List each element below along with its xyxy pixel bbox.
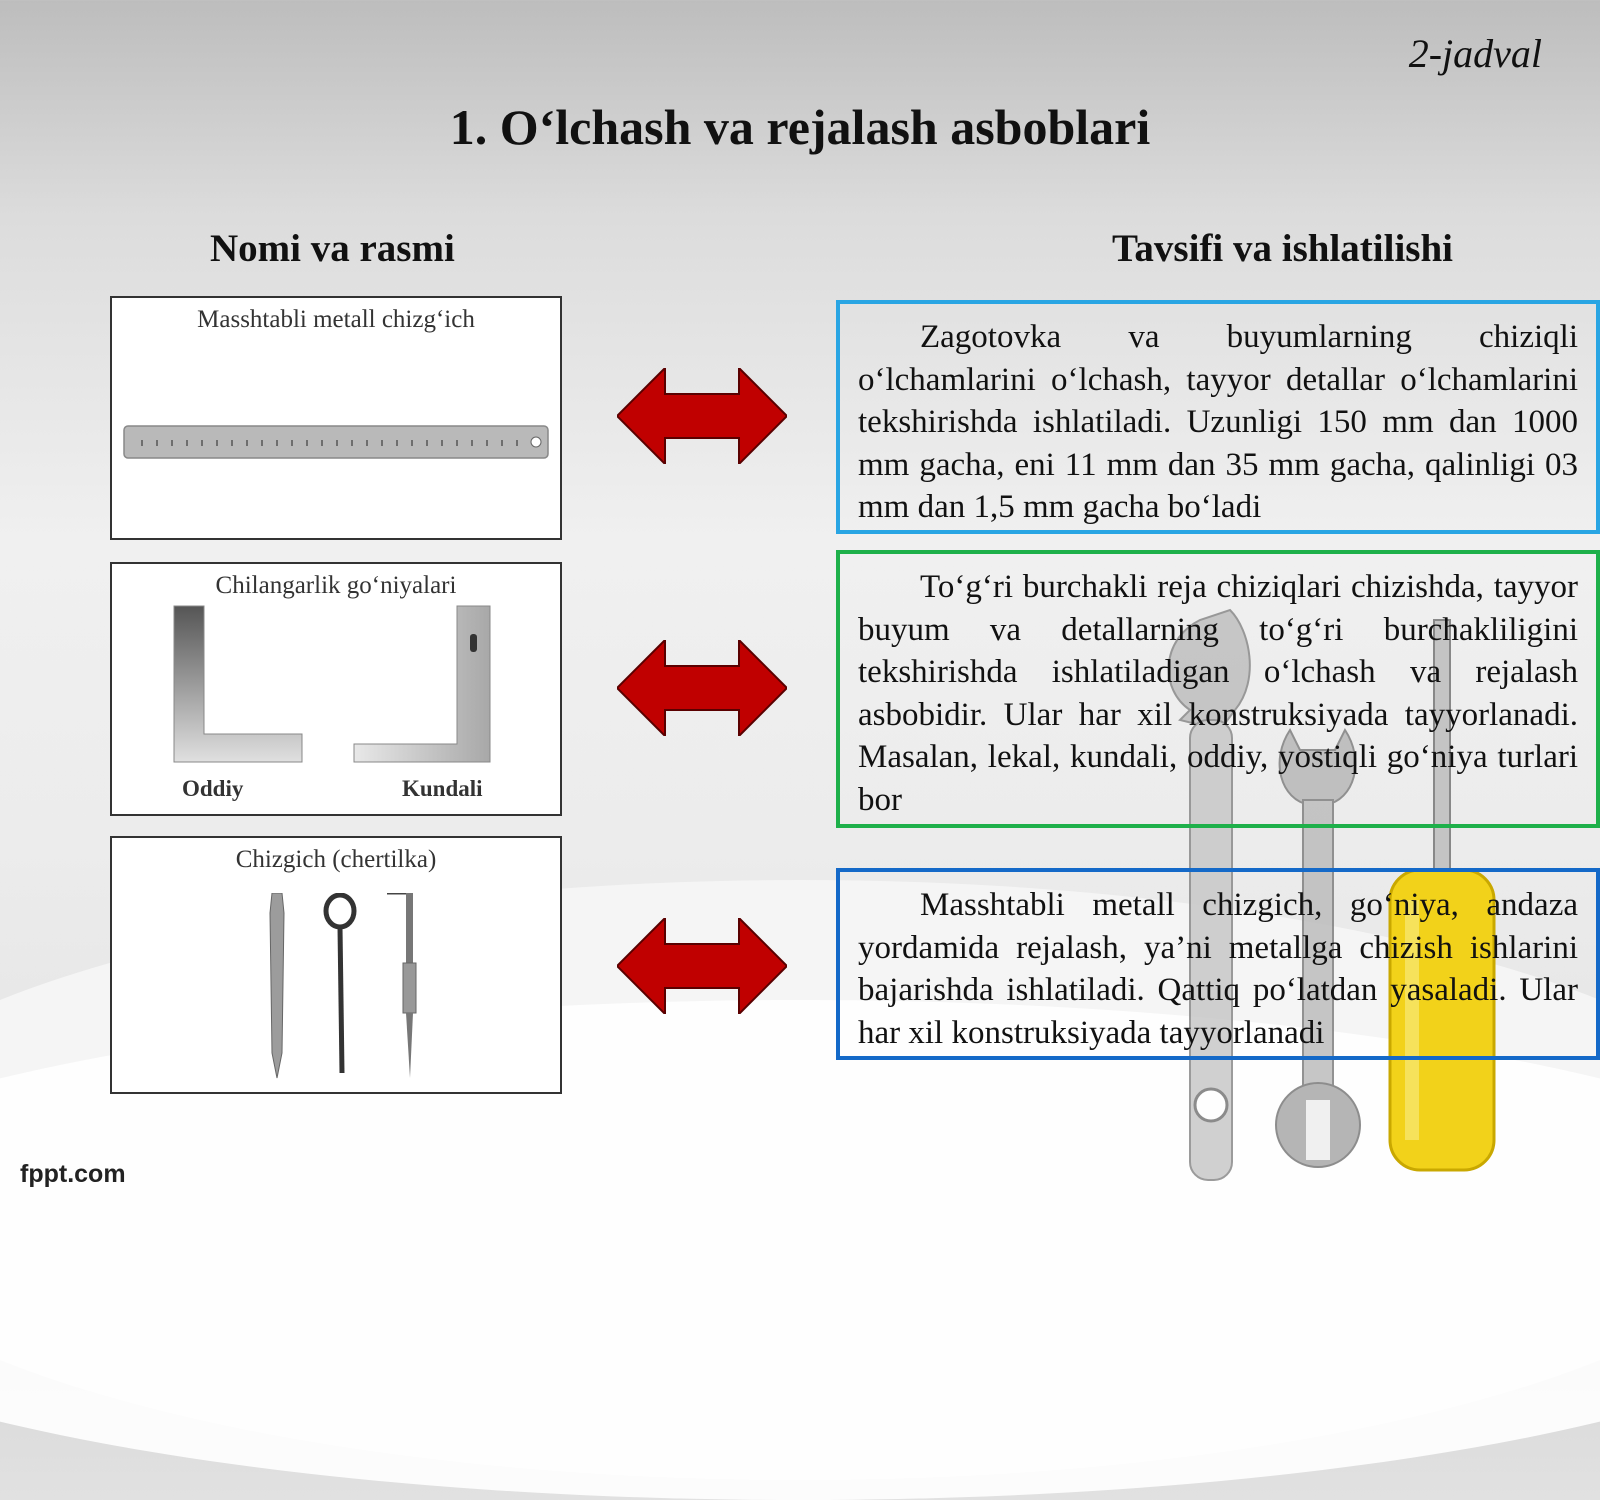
description-box-squares (836, 550, 1600, 828)
description-box-ruler (836, 300, 1600, 534)
footer-logo: fppt.com (20, 1160, 126, 1188)
description-text: To‘g‘ri burchakli reja chiziqlari chizishda, tayyor buyum va detallarning to‘g‘ri burchakliligini tekshirishda ishlatiladigan o‘lchash va rejalash asbobidir. Ular har xil konstruksiyada tayyorlanadi. Masalan, lekal, kundali, oddiy, yostiqli go‘niya turlari bor (858, 569, 1578, 818)
image-caption: Masshtabli metall chizg‘ich (197, 306, 475, 333)
sublabel-oddiy: Oddiy (182, 776, 244, 801)
double-arrow-icon (617, 640, 787, 736)
image-caption: Chizgich (chertilka) (235, 846, 437, 873)
image-box-squares (110, 562, 562, 816)
bevel-square-icon (352, 604, 502, 774)
image-box-scribers (110, 836, 562, 1094)
description-text: Masshtabli metall chizgich, go‘niya, andaza yordamida rejalash, ya’ni metallga chizish ishlarini bajarishda ishlatiladi. Qattiq po‘latdan yasaladi. Ular har xil konstruksiyada tayyorlanadi (858, 887, 1578, 1051)
image-caption: Chilangarlik go‘niyalari (215, 572, 457, 599)
sublabel-kundali: Kundali (402, 776, 483, 801)
column-header-name-image: Nomi va rasmi (210, 227, 455, 270)
double-arrow-icon (617, 918, 787, 1014)
try-square-icon (172, 604, 312, 774)
description-text: Zagotovka va buyumlarning chiziqli o‘lchamlarini o‘lchash, tayyor detallar o‘lchamlarini tekshirishda ishlatiladi. Uzunligi 150 mm dan 1000 mm gacha, eni 11 mm dan 35 mm gacha, qalinligi 03 mm dan 1,5 mm gacha bo‘ladi (858, 319, 1578, 525)
scribers-icon (252, 893, 432, 1083)
metal-ruler-icon (122, 418, 552, 468)
table-number-label: 2-jadval (1408, 31, 1542, 76)
double-arrow-icon (617, 368, 787, 464)
column-header-description: Tavsifi va ishlatilishi (1112, 227, 1454, 270)
image-box-ruler (110, 296, 562, 540)
description-box-scribers (836, 868, 1600, 1060)
page-title: 1. O‘lchash va rejalash asboblari (449, 99, 1151, 155)
